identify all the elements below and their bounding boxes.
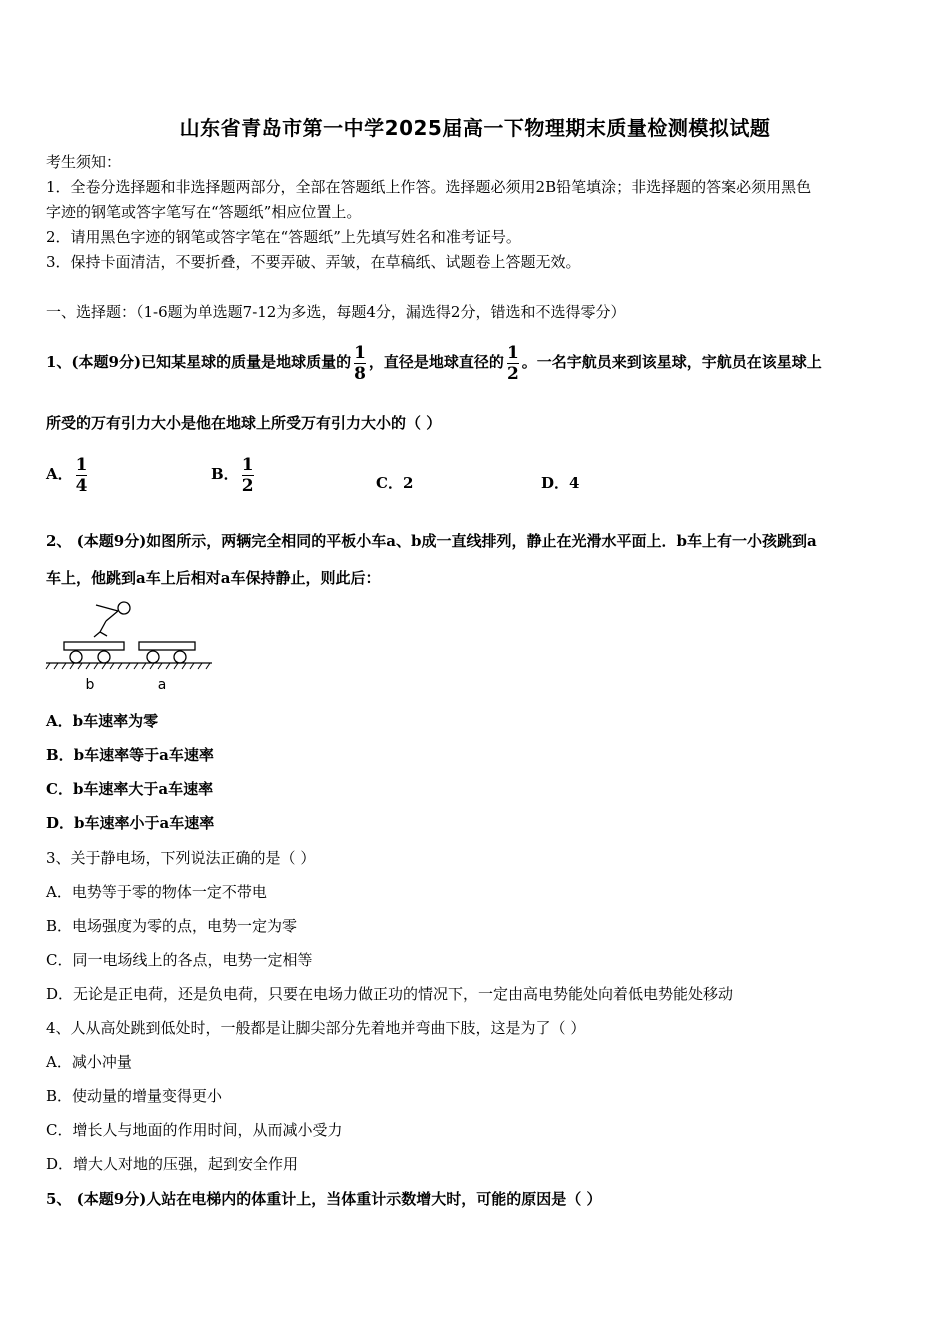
notice-item-1: 1．全卷分选择题和非选择题两部分，全部在答题纸上作答。选择题必须用2B铅笔填涂；非选择题的答案必须用黑色 [46,178,812,196]
q4-option-b[interactable]: B．使动量的增量变得更小 [46,1087,223,1105]
question-2-stem-cont: 车上，他跳到a车上后相对a车保持静止，则此后： [46,569,381,587]
q3-option-d[interactable]: D．无论是正电荷，还是负电荷，只要在电场力做正功的情况下，一定由高电势能处向着低电势能处移动 [46,985,734,1003]
cart-b-platform [64,642,124,650]
q4-option-c[interactable]: C．增长人与地面的作用时间，从而减小受力 [46,1121,343,1139]
question-2-stem: 2、 (本题9分)如图所示，两辆完全相同的平板小车a、b成一直线排列，静止在光滑水平面上．b车上有一小孩跳到a [46,532,817,550]
child-body [94,605,118,637]
q1-option-c[interactable]: C．2 [376,474,414,492]
notice-heading: 考生须知： [46,153,122,171]
question-1-stem [46,340,822,384]
section-heading: 一、选择题：（1-6题为单选题7-12为多选，每题4分，漏选得2分，错选和不选得零分） [46,303,626,321]
q1-option-a-label: A． [46,465,73,483]
frac-den: 8 [354,363,366,384]
cart-a-platform [139,642,195,650]
notice-item-1-cont: 字迹的钢笔或答字笔写在“答题纸”相应位置上。 [46,203,362,221]
frac-den: 2 [506,363,519,384]
q3-option-c[interactable]: C．同一电场线上的各点，电势一定相等 [46,951,313,969]
q1-option-a[interactable] [46,452,90,496]
q4-option-a[interactable]: A．减小冲量 [46,1053,132,1071]
q2-option-c[interactable]: C．b车速率大于a车速率 [46,780,214,798]
question-3-stem: 3、关于静电场，下列说法正确的是（ ） [46,849,316,867]
frac-num: 1 [75,454,88,475]
cart-b-wheel [70,651,82,663]
q3-option-b[interactable]: B．电场强度为零的点，电势一定为零 [46,917,298,935]
question-5-stem: 5、 (本题9分)人站在电梯内的体重计上，当体重计示数增大时，可能的原因是（ ） [46,1190,602,1208]
child-head [118,602,130,614]
frac-num: 1 [506,342,519,363]
page-title: 山东省青岛市第一中学2025届高一下物理期末质量检测模拟试题 [179,116,771,140]
question-4-stem: 4、人从高处跳到低处时，一般都是让脚尖部分先着地并弯曲下肢，这是为了（ ） [46,1019,586,1037]
q3-option-a[interactable]: A．电势等于零的物体一定不带电 [46,883,267,901]
q4-option-d[interactable]: D．增大人对地的压强，起到安全作用 [46,1155,299,1173]
q1-option-d[interactable]: D．4 [541,474,580,492]
fraction-one-quarter [76,456,88,495]
frac-num: 1 [241,454,254,475]
ground-hatching [46,663,210,669]
question-1-stem-cont: 所受的万有引力大小是他在地球上所受万有引力大小的（ ） [46,414,442,432]
q1-part3: 。一名宇航员来到该星球，宇航员在该星球上 [521,353,822,371]
q2-option-b[interactable]: B．b车速率等于a车速率 [46,746,214,764]
notice-item-2: 2．请用黑色字迹的钢笔或答字笔在“答题纸”上先填写姓名和准考证号。 [46,228,521,246]
q1-part1: 1、(本题9分)已知某星球的质量是地球质量的 [46,353,352,371]
q1-option-b[interactable] [211,452,257,496]
cart-b-label: b [85,677,95,693]
q1-option-b-label: B． [211,465,239,483]
q2-option-a[interactable]: A．b车速率为零 [46,712,159,730]
frac-den: 4 [75,475,88,496]
q1-part2: ，直径是地球直径的 [368,353,504,371]
fraction-one-eighth [354,344,366,383]
carts-figure [44,598,214,694]
notice-item-3: 3．保持卡面清洁，不要折叠，不要弄破、弄皱，在草稿纸、试题卷上答题无效。 [46,253,581,271]
fraction-one-half [242,456,254,495]
cart-b-wheel [98,651,110,663]
cart-a-wheel [174,651,186,663]
frac-num: 1 [354,342,366,363]
cart-a-wheel [147,651,159,663]
q2-option-d[interactable]: D．b车速率小于a车速率 [46,814,215,832]
frac-den: 2 [241,475,254,496]
fraction-one-half [507,344,519,383]
cart-a-label: a [157,677,167,693]
